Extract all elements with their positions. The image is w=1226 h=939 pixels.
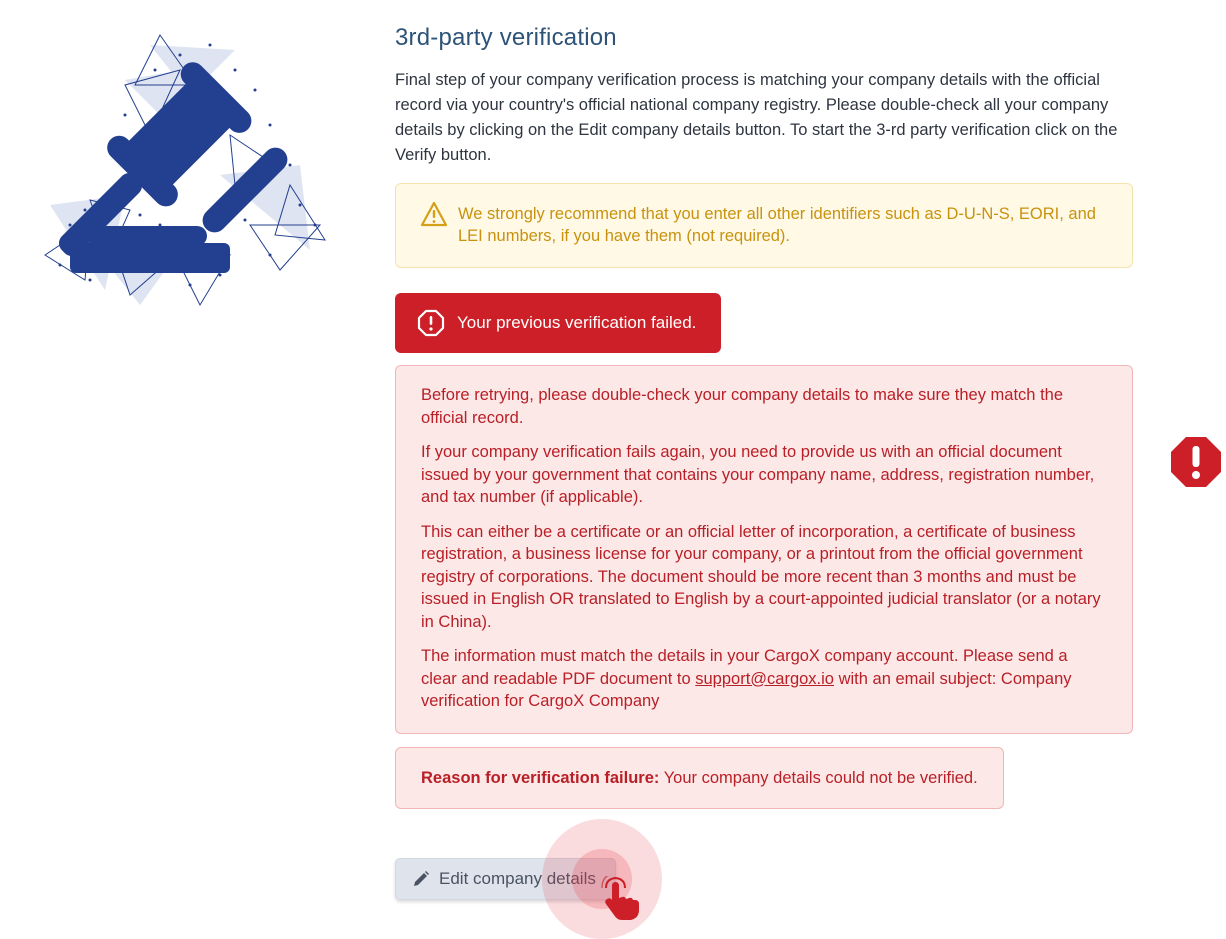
verification-content (395, 24, 1133, 809)
support-email-link[interactable]: support@cargox.io (695, 669, 834, 688)
failure-paragraph-3: This can either be a certificate or an official letter of incorporation, a certificate of business registration, a business license for your company, or a printout from the official government registry of corporations. The document should be more recent than 3 months and must be issued in English OR translated to English by a court-appointed judicial translator (or a notary in China). (421, 522, 1101, 631)
page-title: 3rd-party verification (395, 24, 617, 51)
edit-company-details-button[interactable] (395, 858, 616, 900)
notice-text: We strongly recommend that you enter all other identifiers such as D-U-N-S, EORI, and LEI numbers, if you have them (not required). (458, 205, 1096, 245)
error-octagon-icon[interactable] (1170, 436, 1222, 488)
failure-paragraph-4 (421, 645, 1107, 713)
intro-text: Final step of your company verification process is matching your company details with the official record via your country's official national company registry. Please double-check all your company details by clicking on the Edit company details button. To start the 3-rd party verification click on the Verify button. (395, 71, 1118, 164)
failure-details-box (395, 365, 1133, 734)
alert-circle-icon (417, 309, 445, 337)
failure-paragraph-1: Before retrying, please double-check your company details to make sure they match the official record. (421, 386, 1064, 427)
failed-badge-text: Your previous verification failed. (457, 313, 697, 332)
warning-triangle-icon (420, 201, 448, 227)
gavel-illustration (30, 25, 335, 310)
failure-paragraph-2: If your company verification fails again, you need to provide us with an official document issued by your government that contains your company name, address, registration number, and tax number (if applicable). (421, 443, 1095, 506)
paragraph-4-tail: with an email subject: Company verification for CargoX Company (421, 669, 1072, 710)
failure-reason-box (395, 747, 1004, 809)
verification-failed-badge (395, 293, 721, 353)
edit-button-label: Edit company details (439, 869, 596, 888)
pencil-icon (412, 870, 430, 888)
reason-label: Reason for verification failure: (421, 768, 660, 787)
paragraph-4-lead: The information must match the details in your CargoX company account. Please send a clear and readable PDF document to (421, 647, 1068, 688)
identifiers-notice (395, 183, 1133, 268)
reason-text: Your company details could not be verified. (663, 768, 978, 787)
